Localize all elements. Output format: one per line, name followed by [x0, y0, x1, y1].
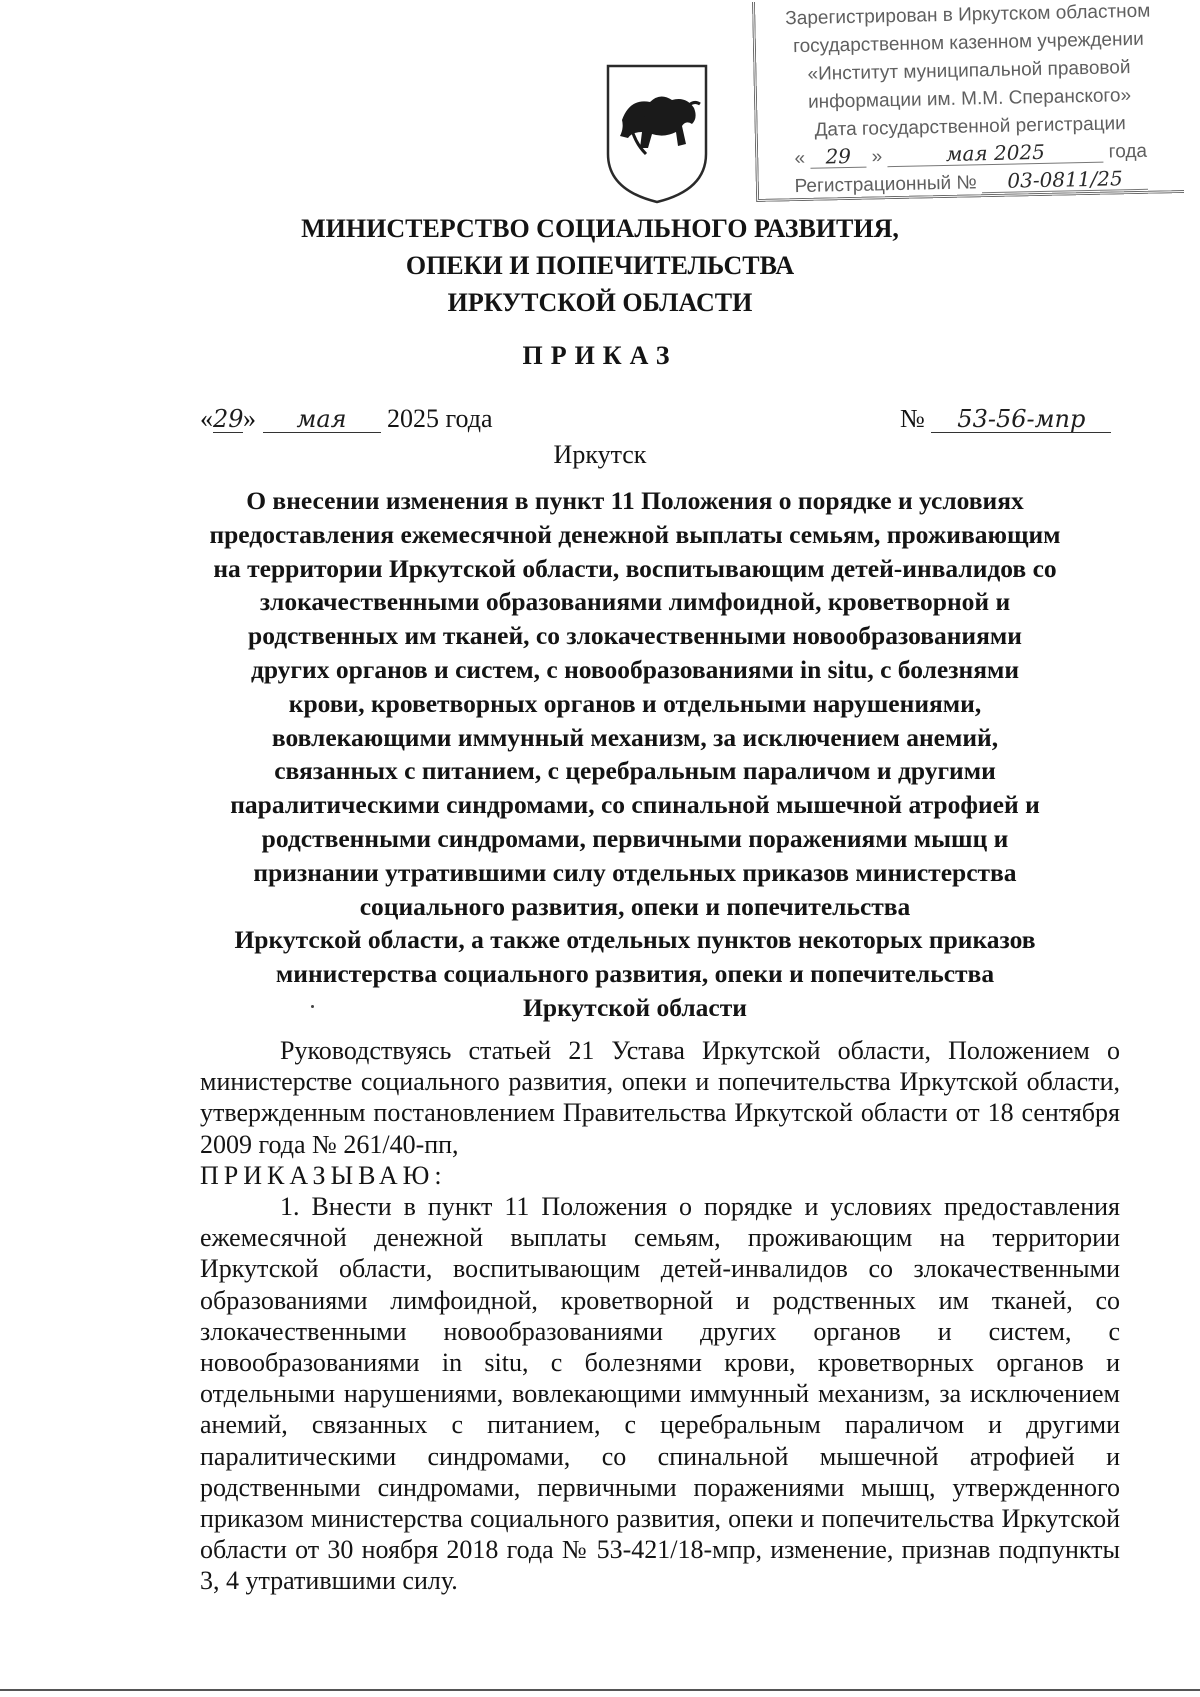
stamp-date-day: 29: [810, 145, 866, 169]
title-line: злокачественными образованиями лимфоидной, кроветворной и: [259, 587, 1011, 617]
ministry-line: ИРКУТСКОЙ ОБЛАСТИ: [447, 288, 753, 317]
document-title: [190, 484, 1080, 1025]
title-line: Иркутской области, а также отдельных пунктов некоторых приказов: [234, 925, 1036, 955]
stamp-date-open: «: [794, 147, 806, 170]
decree-heading: ПРИКАЗЫВАЮ:: [200, 1160, 447, 1190]
city: Иркутск: [553, 440, 647, 469]
item-1-paragraph: 1. Внести в пункт 11 Положения о порядке и условиях предоставления ежемесячной денежной выплаты семьям, проживающим на территории Иркутской области, воспитывающим детей-инвалидов со злокачественными образованиями лимфоидной, кроветворной и родственных им тканей, со злокачественными новообразованиями других органов и систем, с новообразованиями in situ, с болезнями крови, кроветворных органов и отдельными нарушениями, вовлекающими иммунный механизм, за исключением анемий, связанных с питанием, с церебральным параличом и другими паралитическими синдромами, со спинальной мышечной атрофией и родственными синдромами, первичными поражениями мышц, утвержденного приказом министерства социального развития, опеки и попечительства Иркутской области от 30 ноября 2018 года № 53-421/18-мпр, изменение, признав подпункты 3, 4 утратившими силу.: [200, 1192, 1120, 1596]
date-open: «: [200, 404, 213, 433]
order-date: [200, 404, 493, 434]
document-body: [200, 1035, 1120, 1597]
date-close: »: [243, 404, 256, 433]
stamp-line: информации им. М.М. Сперанского»: [807, 85, 1132, 113]
title-line: О внесении изменения в пункт 11 Положения о порядке и условиях: [246, 486, 1024, 515]
title-line: родственных им тканей, со злокачественными новообразованиями: [248, 621, 1022, 651]
title-line: паралитическими синдромами, со спинальной мышечной атрофией и: [230, 790, 1040, 820]
ministry-name: [200, 210, 1000, 321]
stamp-date-mid: »: [871, 146, 883, 168]
date-year: 2025 года: [387, 404, 493, 433]
title-line: вовлекающими иммунный механизм, за исключением анемий,: [271, 722, 999, 752]
registration-stamp: [752, 0, 1184, 202]
stamp-line: «Институт муниципальной правовой: [807, 57, 1131, 85]
date-month: мая: [263, 406, 381, 433]
scan-speck: [311, 1005, 314, 1008]
stamp-date-month-year: мая 2025: [887, 140, 1103, 168]
title-line: родственными синдромами, первичными поражениями мышц и: [261, 823, 1009, 853]
stamp-line: Зарегистрирован в Иркутском областном: [785, 0, 1151, 30]
date-day: 29: [213, 405, 244, 433]
ministry-line: ОПЕКИ И ПОПЕЧИТЕЛЬСТВА: [405, 251, 795, 280]
title-line: признании утратившими силу отдельных приказов министерства: [253, 857, 1017, 887]
stamp-line: Дата государственной регистрации: [814, 113, 1126, 141]
document-type: ПРИКАЗ: [522, 341, 678, 370]
number-value: 53-56-мпр: [931, 406, 1111, 433]
title-line: министерства социального развития, опеки и попечительства: [275, 959, 995, 989]
title-line: социального развития, опеки и попечительства: [359, 891, 911, 921]
title-line: Иркутской области: [523, 992, 747, 1022]
coat-of-arms-emblem: [602, 62, 712, 204]
title-line: связанных с питанием, с церебральным параличом и другими: [274, 756, 996, 786]
order-number: [900, 404, 1111, 434]
title-line: предоставления ежемесячной денежной выплаты семьям, проживающим: [209, 519, 1061, 549]
stamp-reg-label: Регистрационный №: [794, 172, 978, 198]
number-label: №: [900, 404, 925, 433]
stamp-line: государственном казенном учреждении: [792, 28, 1144, 58]
page-bottom-edge: [0, 1689, 1200, 1691]
title-line: других органов и систем, с новообразованиями in situ, с болезнями: [250, 654, 1020, 684]
preamble-paragraph: Руководствуясь статьей 21 Устава Иркутской области, Положением о министерстве социального развития, опеки и попечительства Иркутской области, утвержденным постановлением Правительства Иркутской области от 18 сентября 2009 года № 261/40-пп,: [200, 1036, 1120, 1159]
stamp-date-suffix: года: [1108, 140, 1148, 163]
title-line: на территории Иркутской области, воспитывающим детей-инвалидов со: [213, 553, 1057, 583]
title-line: крови, кроветворных органов и отдельными нарушениями,: [288, 688, 982, 718]
stamp-reg-number: 03-0811/25: [982, 167, 1148, 193]
ministry-line: МИНИСТЕРСТВО СОЦИАЛЬНОГО РАЗВИТИЯ,: [301, 214, 899, 243]
